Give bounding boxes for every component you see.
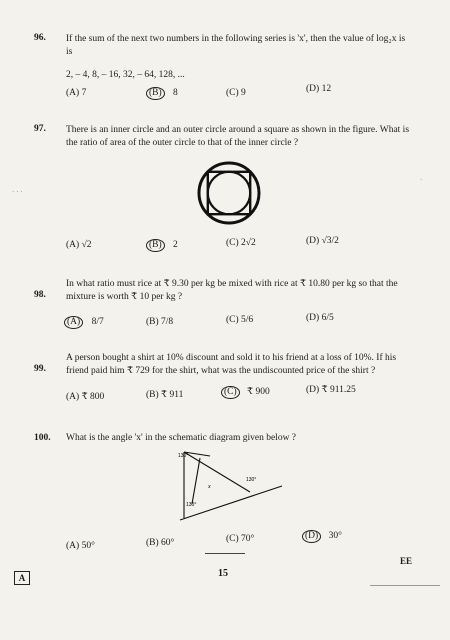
q99-option-a[interactable]: (A) ₹ 800 [66, 392, 105, 402]
series-code: EE [400, 556, 413, 566]
q98-option-a-value: 8/7 [91, 317, 104, 327]
q99-option-d[interactable]: (D) ₹ 911.25 [306, 385, 356, 395]
q96-option-c[interactable]: (C) 9 [226, 88, 246, 98]
question-99-line-2: friend paid him ₹ 729 for the shirt, what was the undiscounted price of the shirt ? [66, 366, 376, 376]
diagram-label-2: 130° [246, 477, 257, 483]
scan-mark: · [420, 176, 423, 184]
q97-option-b[interactable] [146, 239, 178, 252]
answer-circle: (B) [146, 87, 165, 100]
q98-option-a[interactable] [64, 316, 104, 329]
q100-option-b[interactable]: (B) 60° [146, 538, 175, 548]
q99-option-c-value: ₹ 900 [247, 387, 270, 397]
q97-option-c[interactable]: (C) 2√2 [226, 238, 256, 248]
answer-circle: (A) [64, 316, 83, 329]
question-96-series: 2, – 4, 8, – 16, 32, – 64, 128, ... [66, 70, 185, 80]
circle-square-figure [196, 160, 262, 226]
scan-mark: · · · [12, 188, 23, 196]
question-97-line-1: There is an inner circle and an outer circle around a square as shown in the figure. What is [66, 125, 410, 135]
question-number-100: 100. [34, 433, 51, 443]
diagram-label-3: 130° [186, 502, 197, 508]
question-99-line-1: A person bought a shirt at 10% discount and sold it to his friend at a loss of 10%. If his [66, 353, 397, 363]
answer-circle: (C) [221, 386, 240, 399]
angle-diagram [170, 448, 290, 528]
question-97-line-2: the ratio of area of the outer circle to that of the inner circle ? [66, 138, 299, 148]
diagram-label-1: 130° [178, 453, 189, 459]
answer-circle: (D) [302, 530, 321, 543]
q96-option-b-value: 8 [173, 88, 178, 98]
question-98-line-1: In what ratio must rice at ₹ 9.30 per kg be mixed with rice at ₹ 10.80 per kg so that the [66, 279, 398, 289]
q96-option-a[interactable]: (A) 7 [66, 88, 87, 98]
question-number-98: 98. [34, 290, 46, 300]
q98-option-c[interactable]: (C) 5/6 [226, 315, 254, 325]
q97-option-b-value: 2 [173, 240, 178, 250]
q97-option-a[interactable]: (A) √2 [66, 240, 92, 250]
q100-option-d[interactable] [302, 530, 342, 543]
q99-option-c[interactable] [221, 386, 270, 399]
question-number-96: 96. [34, 33, 46, 43]
booklet-code-box: A [14, 571, 30, 585]
q99-option-b[interactable]: (B) ₹ 911 [146, 390, 184, 400]
q96-option-d[interactable]: (D) 12 [306, 84, 332, 94]
q100-option-d-value: 30° [328, 531, 342, 541]
question-98-line-2: mixture is worth ₹ 10 per kg ? [66, 292, 183, 302]
q100-option-c[interactable]: (C) 70° [226, 534, 255, 544]
answer-circle: (B) [146, 239, 165, 252]
question-number-97: 97. [34, 124, 46, 134]
q98-option-d[interactable]: (D) 6/5 [306, 313, 334, 323]
q98-option-b[interactable]: (B) 7/8 [146, 317, 174, 327]
question-96-line-2: is [66, 47, 73, 57]
q97-option-d[interactable]: (D) √3/2 [306, 236, 339, 246]
footer-rule [205, 553, 245, 554]
q100-option-a[interactable]: (A) 50° [66, 541, 95, 551]
question-96-line-1: If the sum of the next two numbers in the following series is 'x', then the value of log₂x is [66, 34, 406, 44]
question-100-line-1: What is the angle 'x' in the schematic diagram given below ? [66, 433, 297, 443]
diagram-label-x: x [208, 484, 211, 490]
q96-option-b[interactable] [146, 87, 178, 100]
scan-line [370, 585, 440, 586]
page-number: 15 [218, 568, 228, 579]
question-number-99: 99. [34, 364, 46, 374]
